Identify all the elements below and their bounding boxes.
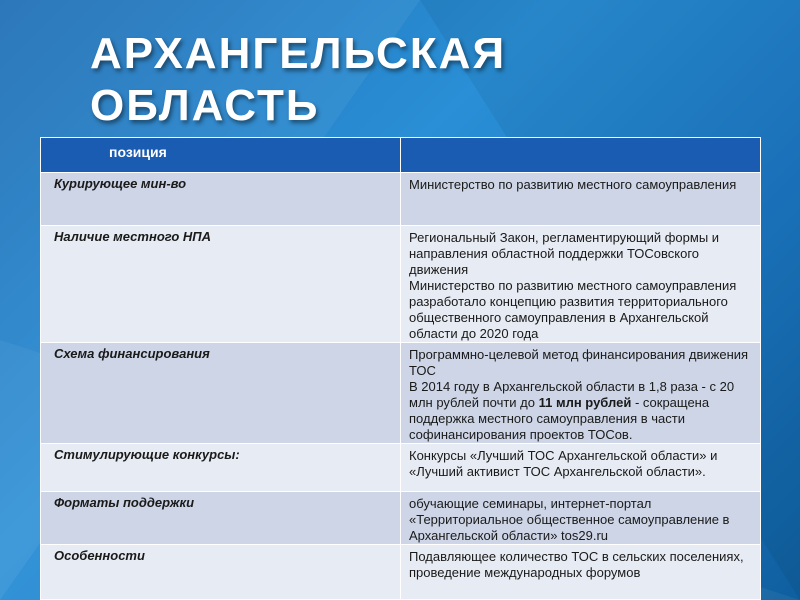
row-value-text: Программно-целевой метод финансирования движения ТОС bbox=[409, 347, 749, 378]
row-label: Наличие местного НПА bbox=[54, 229, 212, 244]
row-label: Курирующее мин-во bbox=[54, 176, 187, 191]
row-label: Особенности bbox=[54, 548, 145, 563]
header-cell-position: позиция bbox=[41, 138, 401, 173]
row-value-cell bbox=[401, 444, 761, 492]
row-value-text: Министерство по развитию местного самоуправления разработало концепцию развития территориального общественного самоуправления в Архангельской области до 2020 года bbox=[409, 278, 737, 341]
row-label-cell bbox=[41, 444, 401, 492]
row-label-cell bbox=[41, 226, 401, 343]
row-value-text: обучающие семинары, интернет-портал «Территориальное общественное самоуправление в Архангельской области» tos29.ru bbox=[409, 496, 730, 543]
table-header-row bbox=[41, 138, 761, 173]
row-label-cell bbox=[41, 173, 401, 226]
row-value-cell bbox=[401, 343, 761, 444]
highlight-amount: 11 млн рублей bbox=[538, 395, 632, 410]
header-cell-empty bbox=[401, 138, 761, 173]
row-value-rich-text: В 2014 году в Архангельской области в 1,8 раза - с 20 млн рублей почти до 11 млн рублей - сокращена поддержка местного самоуправления в части софинансирования проектов ТОСов. bbox=[409, 379, 735, 442]
slide-title-line1: АРХАНГЕЛЬСКАЯ bbox=[90, 29, 507, 78]
table-row bbox=[41, 226, 761, 343]
row-label-cell bbox=[41, 343, 401, 444]
info-table bbox=[40, 137, 761, 600]
table-row bbox=[41, 492, 761, 545]
row-value-cell bbox=[401, 545, 761, 600]
table-row bbox=[41, 343, 761, 444]
row-label: Форматы поддержки bbox=[54, 495, 195, 510]
row-value-cell bbox=[401, 173, 761, 226]
table-row bbox=[41, 444, 761, 492]
row-label-cell bbox=[41, 492, 401, 545]
row-value-text: Подавляющее количество ТОС в сельских поселениях, проведение международных форумов bbox=[409, 549, 744, 580]
slide-title-line2: ОБЛАСТЬ bbox=[90, 81, 320, 130]
row-value-cell bbox=[401, 226, 761, 343]
row-value-text: Конкурсы «Лучший ТОС Архангельской области» и «Лучший активист ТОС Архангельской области». bbox=[409, 448, 718, 479]
slide-title bbox=[90, 28, 506, 132]
row-label: Схема финансирования bbox=[54, 346, 210, 361]
row-value-text: Министерство по развитию местного самоуправления bbox=[409, 177, 737, 192]
row-label-cell bbox=[41, 545, 401, 600]
row-label: Стимулирующие конкурсы: bbox=[54, 447, 240, 462]
row-value-cell bbox=[401, 492, 761, 545]
table-row bbox=[41, 173, 761, 226]
table-row bbox=[41, 545, 761, 600]
row-value-text: Региональный Закон, регламентирующий формы и направления областной поддержки ТОСовского движения bbox=[409, 230, 720, 277]
